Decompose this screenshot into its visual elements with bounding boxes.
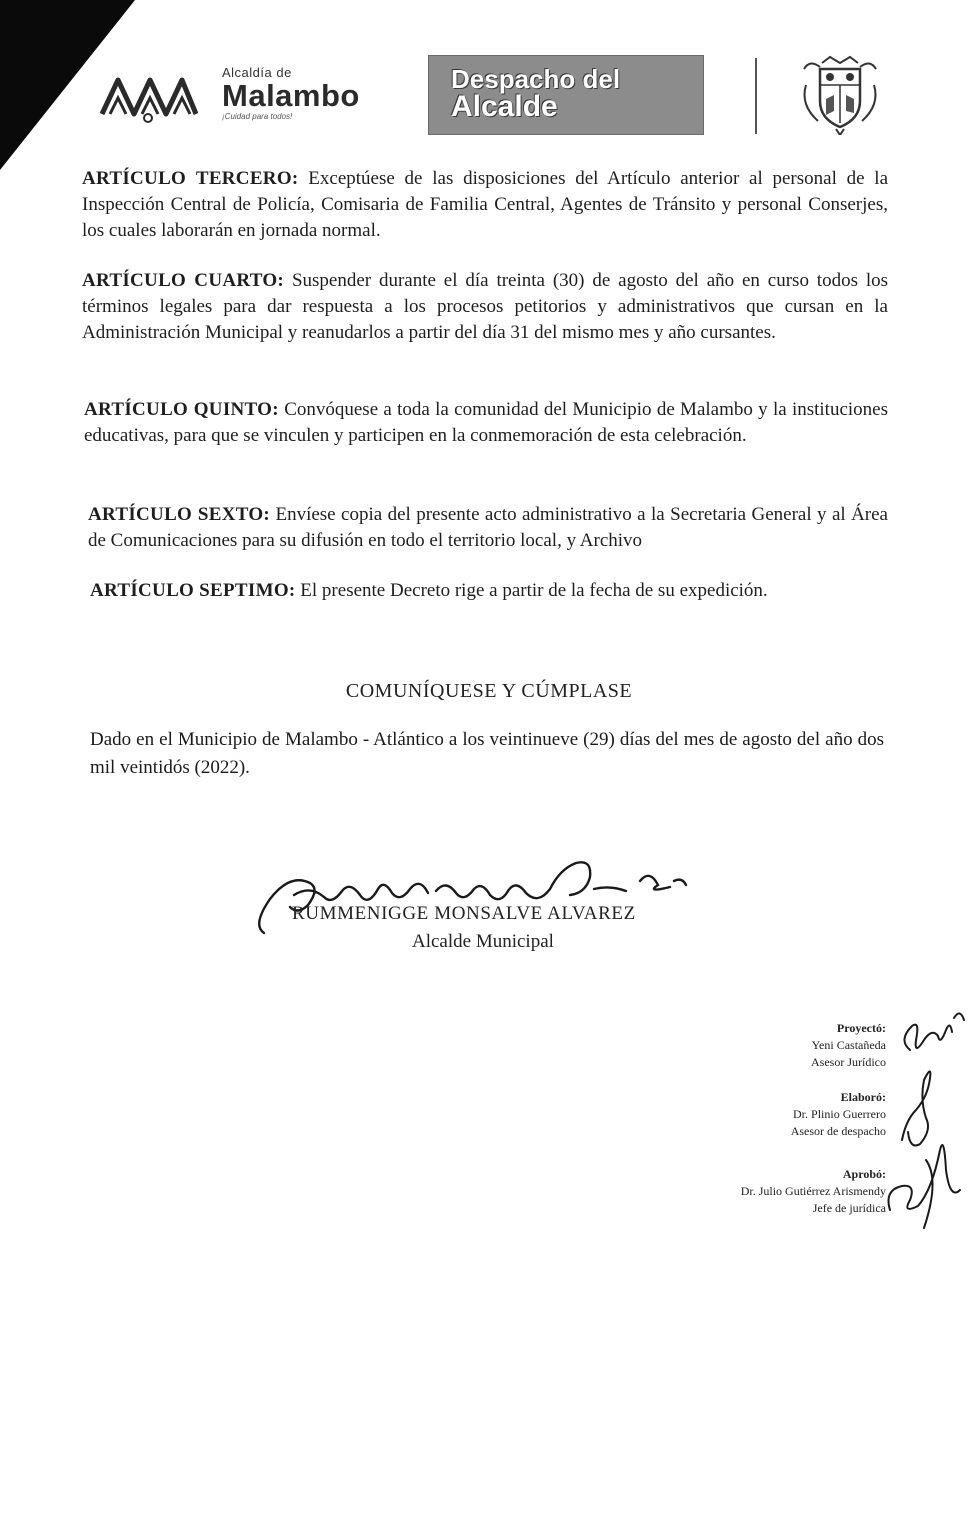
article-text: Exceptúese de las disposiciones del Artículo anterior al personal de la Inspección Central de Policía, Comisaria de Familia Central, Agentes de Tránsito y personal Conserjes, los cuales laborarán en jornada normal. [82,168,888,241]
letterhead [0,0,978,150]
article-tercero [82,166,888,244]
credit-role: Jefe de jurídica [812,1201,886,1215]
article-text: Suspender durante el día treinta (30) de agosto del año en curso todos los términos legales para dar respuesta a los procesos petitorios y administrativos que cursan en la Administración Municipal y reanudarlos a partir del día 31 del mismo mes y año cursantes. [82,270,889,343]
credit-proyecto [646,1020,886,1071]
credit-label: Aprobó: [842,1167,886,1181]
credit-name: Yeni Castañeda [811,1038,886,1052]
article-sexto [88,502,888,554]
despacho-line1: Despacho del [451,64,621,94]
logo-name: Malambo [222,78,360,113]
article-heading: ARTÍCULO QUINTO: [84,399,279,420]
credit-name: Dr. Plinio Guerrero [793,1107,886,1121]
credit-label: Elaboró: [840,1090,886,1104]
logo-text [222,66,407,122]
coat-of-arms-icon [796,55,884,135]
article-heading: ARTÍCULO SEXTO: [88,504,271,525]
signer-role: Alcalde Municipal [412,931,554,952]
article-text: Convóquese a toda la comunidad del Municipio de Malambo y la instituciones educativas, para que se vinculen y participen en la conmemoración de esta celebración. [84,399,889,446]
article-text: El presente Decreto rige a partir de la fecha de su expedición. [300,580,768,601]
header-divider [755,58,757,134]
article-septimo [90,578,870,604]
article-heading: ARTÍCULO SEPTIMO: [90,580,296,601]
credit-elaboro [646,1089,886,1140]
credit-aprobo [646,1166,886,1217]
article-quinto [84,397,888,449]
signer-name: RUMMENIGGE MONSALVE ALVAREZ [292,903,636,924]
reviewer-initials [880,1000,965,1235]
credit-label: Proyectó: [836,1021,886,1035]
logo-tagline: ¡Cuidad para todos! [222,112,293,121]
article-cuarto [82,268,888,346]
despacho-banner [428,55,704,135]
mayor-signature [250,855,690,940]
closing-formula: COMUNÍQUESE Y CÚMPLASE [345,680,633,702]
logo-small-text: Alcaldía de [222,65,292,80]
article-text: Envíese copia del presente acto administrativo a la Secretaria General y al Área de Comunicaciones para su difusión en todo el territorio local, y Archivo [88,504,888,551]
credit-name: Dr. Julio Gutiérrez Arismendy [740,1184,886,1198]
credit-role: Asesor de despacho [790,1124,886,1138]
article-heading: ARTÍCULO CUARTO: [82,270,285,291]
given-paragraph: Dado en el Municipio de Malambo - Atlántico a los veintinueve (29) días del mes de agosto del año dos mil veintidós (2022). [90,729,884,778]
credit-role: Asesor Jurídico [811,1055,886,1069]
despacho-line2: Alcalde [451,90,558,123]
article-heading: ARTÍCULO TERCERO: [82,168,299,189]
malambo-logo-icon [98,68,198,124]
